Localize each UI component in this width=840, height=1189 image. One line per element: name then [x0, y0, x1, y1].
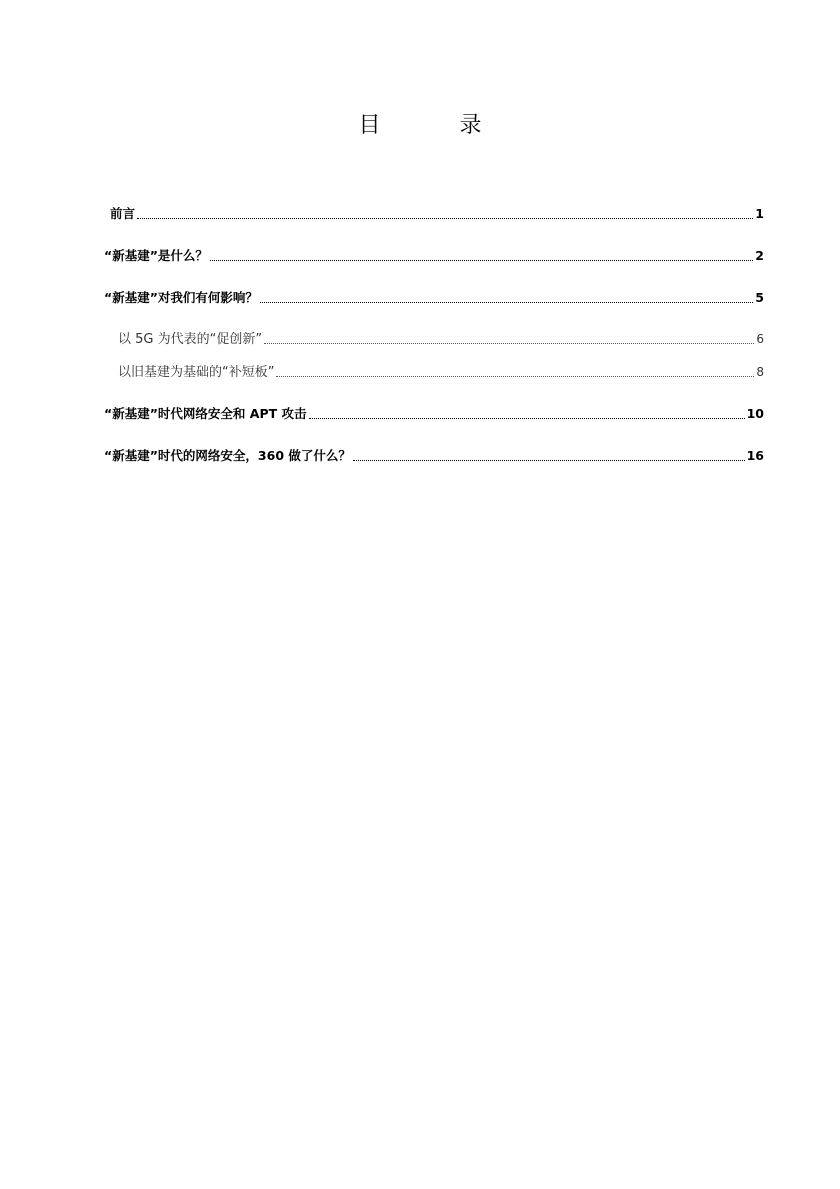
toc-entry-5g-innovation[interactable]	[118, 330, 764, 348]
toc-entry-page-number: 6	[756, 332, 764, 346]
toc-entry-label: 以旧基建为基础的“补短板”	[118, 365, 275, 380]
toc-entry-label: 前言	[110, 206, 136, 221]
toc-dot-leader	[260, 301, 753, 303]
toc-entry-page-number: 10	[746, 406, 764, 421]
toc-entry-360-actions[interactable]	[104, 447, 764, 465]
toc-entry-preface[interactable]	[110, 205, 764, 223]
toc-entry-page-number: 8	[756, 365, 764, 379]
toc-dot-leader	[137, 217, 753, 219]
toc-entry-impact[interactable]	[104, 289, 764, 307]
toc-entry-page-number: 2	[755, 248, 764, 263]
toc-dot-leader	[210, 259, 753, 261]
toc-title: 目 录	[358, 113, 518, 138]
toc-entry-label: “新基建”是什么？	[104, 248, 208, 263]
toc-entry-what-is[interactable]	[104, 247, 764, 265]
toc-entry-page-number: 16	[746, 448, 764, 463]
toc-entry-page-number: 5	[755, 290, 764, 305]
toc-dot-leader	[309, 417, 745, 419]
toc-entry-label: “新基建”对我们有何影响？	[104, 290, 258, 305]
toc-entry-label: “新基建”时代网络安全和 APT 攻击	[104, 406, 307, 421]
toc-entry-label: 以 5G 为代表的“促创新”	[118, 332, 263, 347]
toc-dot-leader	[264, 342, 754, 344]
toc-dot-leader	[276, 375, 754, 377]
toc-dot-leader	[353, 459, 745, 461]
toc-entry-fill-gaps[interactable]	[118, 363, 764, 381]
toc-entry-security-apt[interactable]	[104, 405, 764, 423]
toc-entry-label: “新基建”时代的网络安全，360 做了什么？	[104, 448, 351, 463]
toc-entry-page-number: 1	[755, 206, 764, 221]
